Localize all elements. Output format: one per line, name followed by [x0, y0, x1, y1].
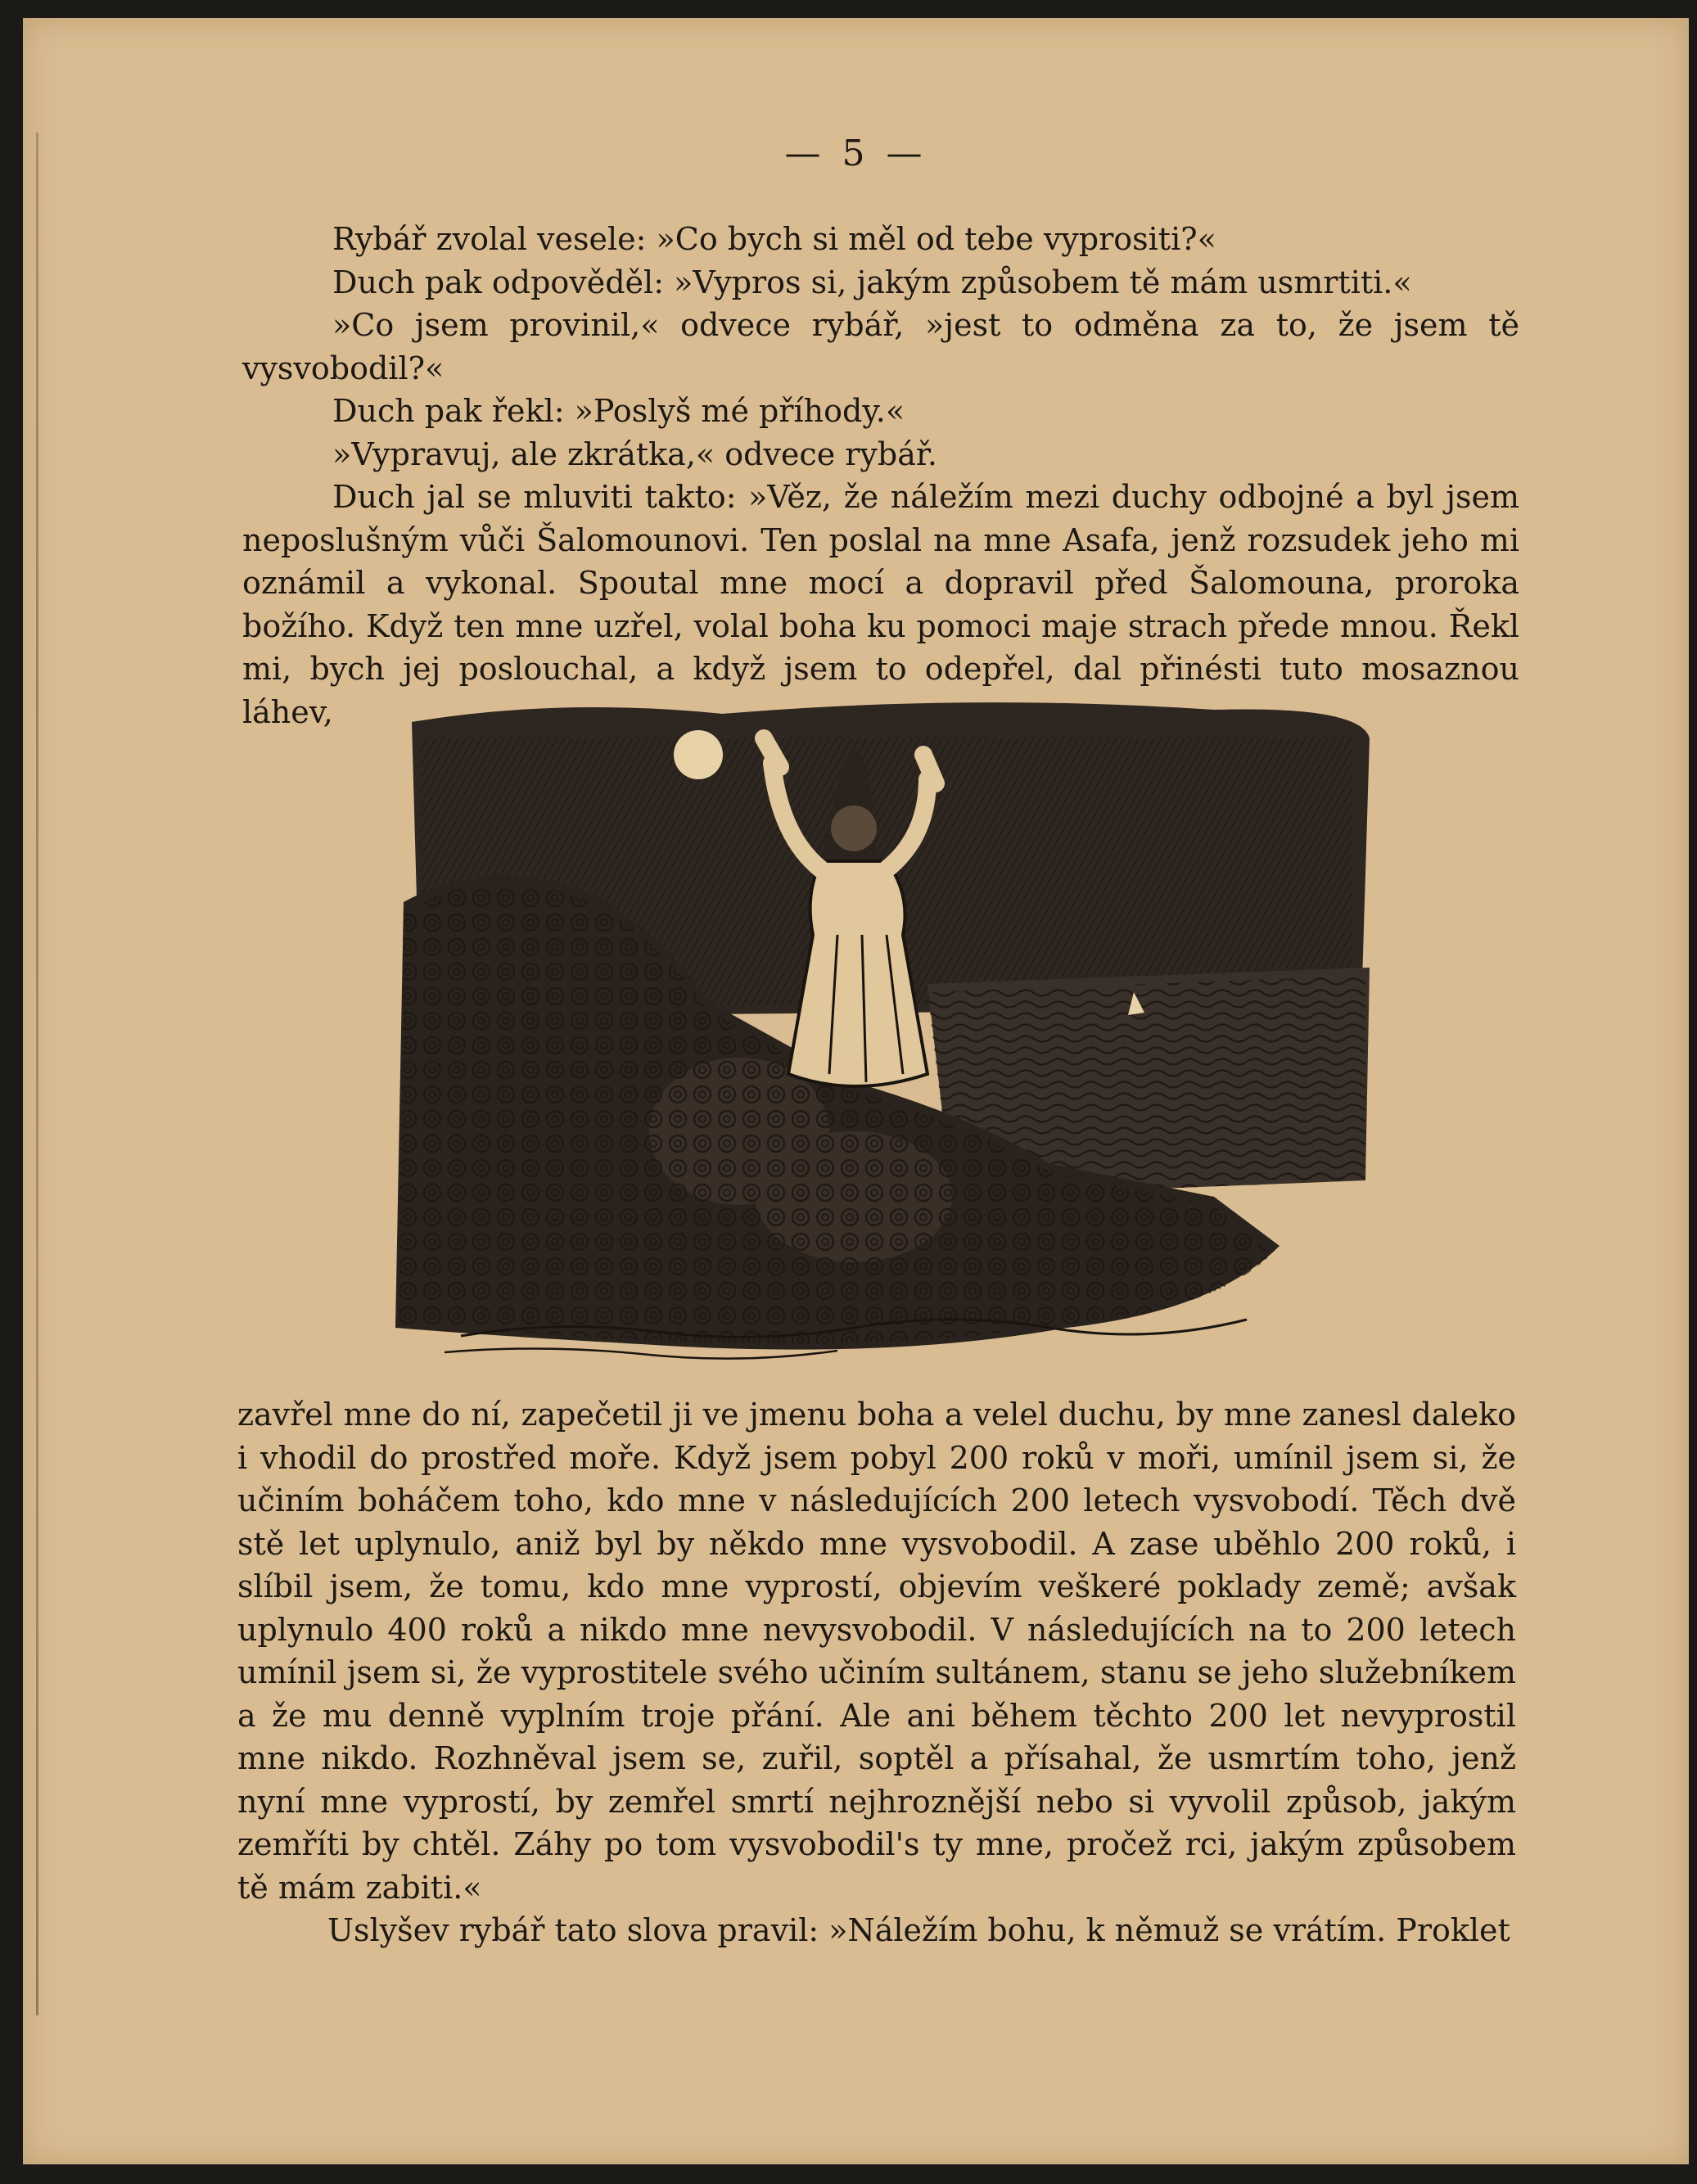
paragraph: Duch pak odpověděl: »Vypros si, jakým způsobem tě mám usmrtiti.«: [332, 264, 1412, 300]
genie-illustration: [395, 689, 1398, 1385]
paragraph: »Vypravuj, ale zkrátka,« odvece rybář.: [332, 435, 937, 472]
binding-gutter: [36, 133, 38, 2015]
moon: [674, 730, 723, 779]
paragraph: Rybář zvolal vesele: »Co bych si měl od tebe vyprositi?«: [332, 221, 1216, 257]
book-page: [23, 18, 1689, 2164]
text-block-bottom: [237, 1393, 1516, 1952]
paragraph: zavřel mne do ní, zapečetil ji ve jmenu boha a velel duchu, by mne zanesl daleko i vhodil do prostřed moře. Když jsem pobyl 200 roků v moři, umínil jsem si, že učiním boháčem toho, kdo mne v následujících 200 letech vysvobodí. Těch dvě stě let uplynulo, aniž byl by někdo mne vysvobodil. A zase uběhlo 200 roků, i slíbil jsem, že tomu, kdo mne vyprostí, objevím veškeré poklady země; avšak uplynulo 400 roků a nikdo mne nevysvobodil. V následujících na to 200 letech umínil jsem si, že vyprostitele svého učiním sultánem, stanu se jeho služebníkem a že mu denně vyplním troje přání. Ale ani během těchto 200 let nevyprostil mne nikdo. Rozhněval jsem se, zuřil, soptěl a přísahal, že usmrtím toho, jenž nyní mne vyprostí, by zemřel smrtí nejhroznější nebo si vyvolil způsob, jakým zemříti by chtěl. Záhy po tom vysvobodil's ty mne, pročež rci, jakým způsobem tě mám zabiti.«: [237, 1397, 1516, 1906]
paragraph: »Co jsem provinil,« odvece rybář, »jest to odměna za to, že jsem tě vysvobodil?«: [242, 307, 1519, 386]
paragraph: Duch jal se mluviti takto: »Věz, že náležím mezi duchy odbojné a byl jsem neposlušným vůči Šalomounovi. Ten poslal na mne Asafa, jenž rozsudek jeho mi oznámil a vykonal. Spoutal mne mocí a dopravil před Šalomouna, proroka božího. Když ten mne uzřel, volal boha ku pomoci maje strach přede mnou. Řekl mi, bych jej poslouchal, a když jsem to odepřel, dal přinésti tuto mosaznou láhev,: [242, 479, 1519, 730]
page-number: — 5 —: [784, 133, 927, 174]
paragraph: Duch pak řekl: »Poslyš mé příhody.«: [332, 393, 905, 429]
text-block-top: [242, 218, 1519, 733]
paragraph: Uslyšev rybář tato slova pravil: »Náležím bohu, k němuž se vrátím. Proklet: [327, 1912, 1510, 1948]
